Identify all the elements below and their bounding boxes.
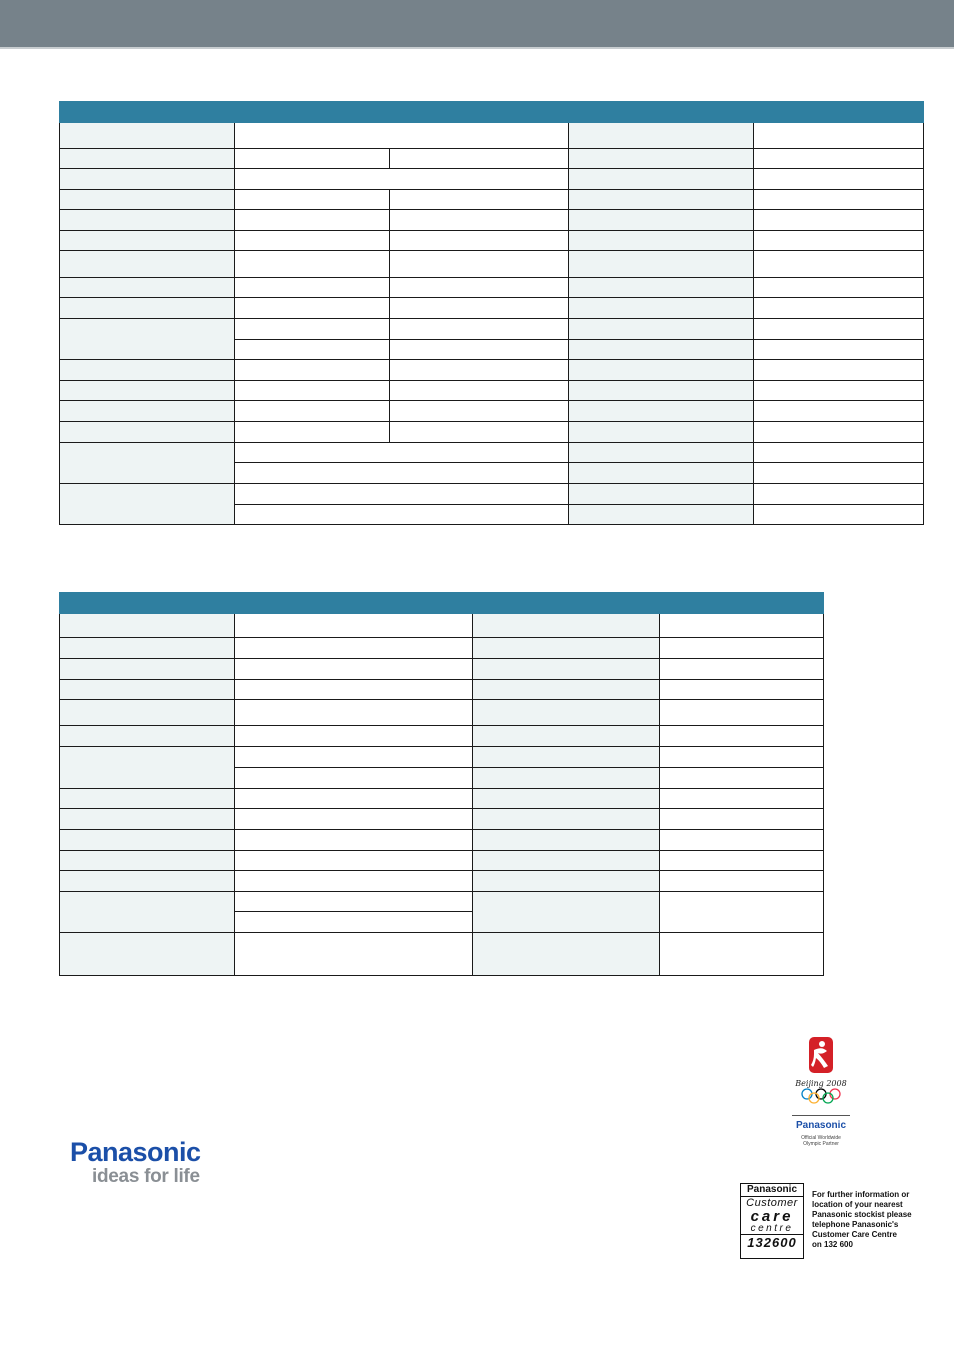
table-row: [60, 169, 924, 190]
care-info-line: For further information or: [812, 1190, 910, 1199]
table-row: [60, 278, 924, 298]
customer-care-badge: [740, 1183, 804, 1259]
table-row: [60, 892, 824, 912]
care-info-line: telephone Panasonic's: [812, 1220, 899, 1229]
table-row: [60, 933, 824, 976]
table-row: [60, 830, 824, 851]
care-brand: Panasonic: [741, 1184, 803, 1197]
olympic-sub-line2: Olympic Partner: [803, 1141, 839, 1147]
table-row: [60, 789, 824, 809]
table-row: [60, 149, 924, 169]
table-row: [60, 123, 924, 149]
olympic-divider: [792, 1115, 850, 1116]
olympic-city: Beijing 2008: [795, 1079, 847, 1088]
table-row: [60, 381, 924, 401]
table-row: [60, 680, 824, 700]
table-row: [60, 422, 924, 443]
table-row: [60, 210, 924, 231]
table-row: [60, 614, 824, 638]
brand-name: Panasonic: [70, 1137, 201, 1167]
table-row: [60, 809, 824, 830]
table-row: [60, 401, 924, 422]
care-customer: Customer: [746, 1197, 798, 1209]
table-row: [60, 659, 824, 680]
spec-table-2: [59, 592, 824, 976]
table-row: [60, 360, 924, 381]
brand-tagline: ideas for life: [92, 1166, 200, 1187]
care-info-line: Panasonic stockist please: [812, 1210, 912, 1219]
spec-table-1: [59, 101, 924, 525]
table-header-row: [60, 593, 824, 614]
care-info-text: [812, 1190, 932, 1250]
table-row: [60, 298, 924, 319]
table-row: [60, 747, 824, 768]
olympic-rings-icon: [799, 1088, 843, 1104]
table-row: [60, 484, 924, 505]
table-row: [60, 251, 924, 278]
panasonic-logo: [70, 1138, 240, 1188]
olympic-sub-line1: Official Worldwide: [801, 1135, 841, 1141]
care-info-line: on 132 600: [812, 1240, 853, 1249]
olympic-partner-mark: [786, 1036, 856, 1147]
care-word: care: [750, 1208, 794, 1225]
table-row: [60, 231, 924, 251]
table-row: [60, 190, 924, 210]
beijing-emblem-icon: [808, 1036, 834, 1074]
table-header-row: [60, 102, 924, 123]
care-centre: centre: [741, 1223, 803, 1235]
care-info-line: Customer Care Centre: [812, 1230, 897, 1239]
banner-divider: [0, 47, 954, 49]
table-row: [60, 443, 924, 463]
table-row: [60, 851, 824, 871]
olympic-partner-brand: Panasonic: [795, 1120, 847, 1131]
care-info-line: location of your nearest: [812, 1200, 903, 1209]
care-phone-number: 132600: [747, 1235, 797, 1250]
top-banner: [0, 0, 954, 47]
table-row: [60, 319, 924, 340]
table-row: [60, 726, 824, 747]
table-row: [60, 871, 824, 892]
table-row: [60, 700, 824, 726]
table-row: [60, 638, 824, 659]
